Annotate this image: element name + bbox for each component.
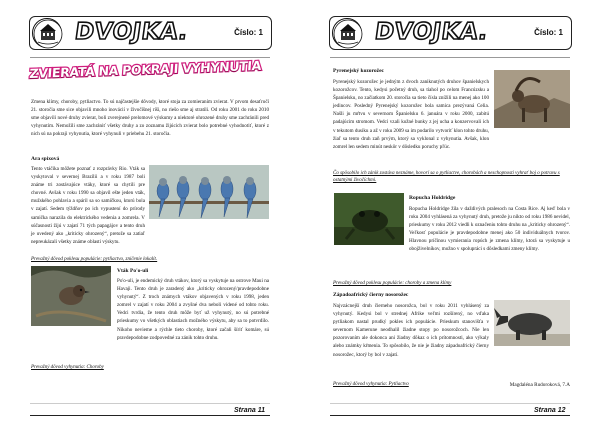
right-page — [300, 0, 600, 424]
rhino-text-narrow: Najvzácnejší druh čierneho nosorožca, bol v roku 2011 vyhlásený za vyhynutý. Kedysi bol v strednej Afrike veľmi rozšírený, no vďaka pytliakom nastal prudký pokles ich populácie. Prieskum stanovišťa v severnom Kamerune neodhalil žiadne stopy po nosorožcoch. Nie len pozorovaním ale dokonca ani žiadny dôkaz o ich prítomnosti, ako výkaly alebo známky kŕmenia. To spôsobilo, že nie je žiadny západoafrický čierny nosorožec, ktorý by bol v zajatí. — [333, 303, 489, 358]
vtak-source: Prevažný dôvod vyhynutia: Choroby — [31, 365, 104, 370]
frog-photo — [334, 193, 404, 245]
vtak-heading: Vták Po'o-uli — [117, 268, 149, 274]
ibex-photo — [494, 70, 570, 128]
rhino-heading: Západoafrický čierny nosorožec — [333, 292, 409, 298]
masthead — [29, 16, 272, 50]
ibex-text-narrow: Pyrenejský kozorožec je jedným z dvoch zaniknutých druhov španielskych kozorožcov. Tento, kedysi početný druh, sa tiahol po celom Francúzsku a Španielsku, no začiatkom 20. storočia sa tieto čísla znížili na menej ako 100 jedincov. Posledný Pyrenejský kozorožec bola samica prezývaná Celia. Našli ju mŕtvu v severnom Španielsku 6. januára v roku 2000, zabitú padajúcim stromom. Vedci vzali kožné bunky z jej ucha a konzervovali ich v tekutom dusíku a až v roku 2009 sa im podarilo vytvoriť klon tohto druhu, žiaľ sa tento druh zaň prvým, ktorý sa vyklonal z vyhynutia. Avšak, klon zomrel len sedem minút neskôr v dôsledku poruchy pľúc. — [333, 79, 489, 150]
ara-text-wide — [31, 222, 269, 256]
masthead — [329, 16, 572, 50]
ibex-text-wide — [333, 135, 570, 167]
frog-text-narrow: Ropucha Holdridge žila v daždivých pralesoch na Costa Rice. Aj keď bola v roku 2004 vyhlásená za vyhynutý druh, pretože ju nikto od roku 1986 nevidel, prieskumy v roku 2012 viedli k označeniu tohto druhu na „kriticky ohrozený“. Veľkosť populácie je pravdepodobne menej ako 50 individuálnych tvorov. Hlavnou príčinou vymierania ropúch je zmena klímy, ktorá sa vyskytuje u obojživelníkov, možno v spolupráci s dôsledkami zmeny klímy. — [409, 206, 570, 253]
ibex-heading: Pyrenejský kozorožec — [333, 68, 384, 74]
issue-number: Číslo: 1 — [534, 28, 563, 37]
vtak-photo — [31, 266, 111, 326]
frog-text-wide — [333, 262, 570, 278]
brand-title: DVOJKA. — [73, 19, 190, 45]
page-number: Strana 12 — [534, 407, 566, 414]
frog-heading: Ropucha Holdridge — [409, 195, 456, 201]
vtak-text-narrow: Po'o-uli, je endemický druh vtákov, ktorý sa vyskytuje na ostrove Maui na Havaji. Tento druh je zaradený ako „kriticky ohrozený/pravdepodobne vyhynutý“. Z troch známych vtákov objavených v roku 1998, jeden zomrel v zajatí v roku 2004 a zvyšné dva neboli videné od tohto roku. Vedci tvrdia, že tento druh môže byť už vyhynutý, no sú potrebné prieskumy vo všetkých oblastiach možného výskytu, aby sa to potvrdilo. Nikoho nevieme a rýchle tieto choroby, ktoré začali šíriť komáre, sú pravdepodobne zodpovedné za zánik tohto druhu. — [117, 278, 269, 341]
header-rule — [330, 57, 570, 58]
vtak-text-wide — [31, 327, 269, 359]
ara-text-narrow: Tento vtáčika môžete poznať z rozprávky Rio. Vták sa vyskytoval v severnej Brazílii a v roku 1987 boli známe tri zostávajúce vtáky, ktoré sa chytili pre chovné. Avšak v roku 1990 sa objavil ešte jeden vták, mužského pohlavia a spáril sa so samičkou, ktorú bola v zajatí. Sedem týždňov po ich vypustení do prírody samička narazila do elektrického vedenia a zomrela. V súčasnosti žijú v zajatí 71 tých papagájov a tento druh je uvedený ako „kriticky ohrozený“, pretože sa zatiaľ nepreukázali všetky známe oblasti výskytu. — [31, 166, 145, 245]
intro-paragraph: Zmena klímy, choroby, pytliactvo. To sú najčastejšie dôvody, ktoré stoja za zomieraním zvierat. V prvom desaťročí 21. storočia sme sice objavili mnoho inovácií v živočíšnej ríši, no riešo sme aj stratili. Od roku 2001 do roku 2010 sme objavili nové druhy zvierat, boli zverejnené prelomové výskumy a niektoré ohrozené druhy sme zachránili pred vyhynutím. Nemožili sme zachrániť všetky druhy a zo zoznamu žijúcich zvierat bolo potrebné vyhodnotiť, ktoré z nich sú na pokraji vyhynutia, ktoré vyhynuli v priebehu 21. storočia. — [31, 99, 269, 138]
rhino-photo — [494, 300, 570, 346]
page-number: Strana 11 — [234, 407, 265, 414]
article-title: ZVIERATÁ NA POKRAJI VYHYNUTIA — [28, 57, 262, 82]
brand-title: DVOJKA. — [373, 19, 490, 45]
school-logo — [32, 18, 62, 48]
frog-source: Prevažný dôvod poklesu populácie: choroby a zmena klímy — [333, 281, 452, 286]
author: Magdaléna Rudoroková, 7.A — [509, 382, 570, 388]
ara-source: Prevažný dôvod poklesu populácie: pytliactvo, zničenie lokalít. — [31, 257, 158, 262]
ibex-source: Čo spôsobilo ich zánik zostáva neznáme, hovorí sa o pytliactve, chorobách a neschopnosti vyhrať boj o potravu s ostatnými živočíchmi. — [333, 171, 560, 183]
school-logo — [332, 18, 362, 48]
ara-photo — [149, 165, 269, 219]
ara-heading: Ara spixová — [31, 156, 60, 162]
issue-number: Číslo: 1 — [234, 28, 263, 37]
rhino-source: Prevažný dôvod vyhynutia: Pytliactvo — [333, 382, 409, 387]
rhino-text-wide — [333, 359, 570, 383]
